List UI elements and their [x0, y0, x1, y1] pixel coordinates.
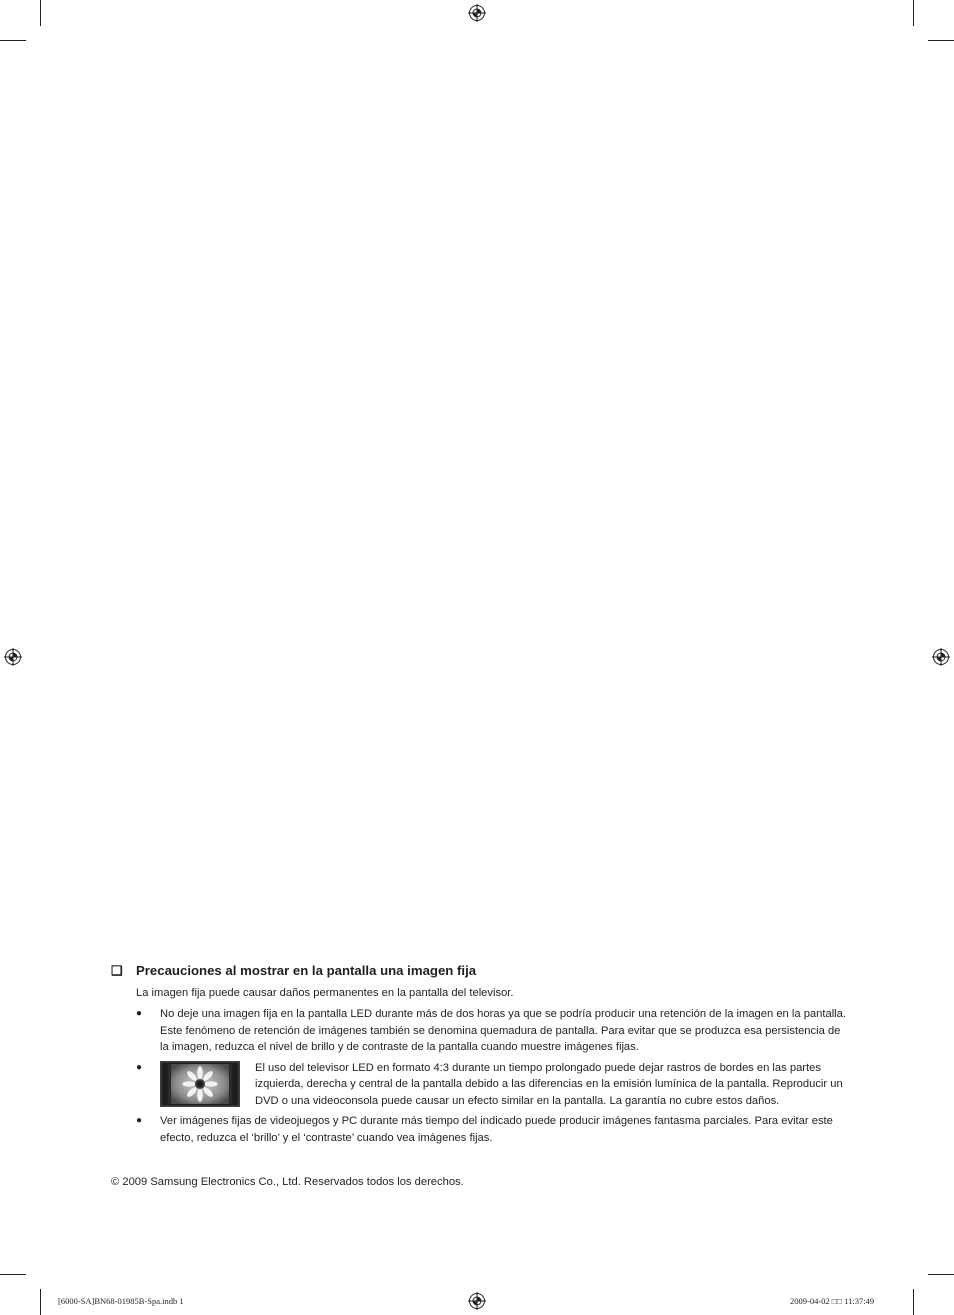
bullet-text: Ver imágenes fijas de videojuegos y PC durante más tiempo del indicado puede producir imágenes fantasma parciales. Para evitar este efecto, reduzca el ‘brillo’ y el ‘contraste’ cuando vea imágenes fijas.: [160, 1115, 833, 1144]
bullet-text: No deje una imagen fija en la pantalla LED durante más de dos horas ya que se podría producir una retención de la imagen en la pantalla. Este fenómeno de retención de imágenes también se denomina quemadura de pantalla. Para evitar que se produzca esa persistencia de la imagen, reduzca el nivel de brillo y de contraste de la pantalla cuando muestre imágenes fijas.: [160, 1008, 846, 1053]
copyright-notice: © 2009 Samsung Electronics Co., Ltd. Reservados todos los derechos.: [111, 1176, 464, 1188]
registration-target-icon: [932, 648, 950, 666]
crop-mark-top-right-v: [913, 0, 914, 26]
crop-mark-top-right-h: [928, 40, 954, 41]
still-image-precautions-section: [111, 962, 846, 1146]
section-heading-text: Precauciones al mostrar en la pantalla una imagen fija: [136, 963, 477, 978]
sunflower-tv-screen-image: [160, 1061, 240, 1107]
crop-mark-bottom-left-h: [0, 1274, 26, 1275]
crop-mark-top-left-h: [0, 40, 26, 41]
crop-mark-bottom-right-v: [913, 1289, 914, 1315]
bullet-icon: ●: [136, 1115, 143, 1126]
crop-mark-top-left-v: [40, 0, 41, 26]
section-heading: [111, 962, 846, 980]
checkbox-square-icon: ❑: [111, 963, 123, 978]
crop-mark-bottom-right-h: [928, 1274, 954, 1275]
bullet-icon: ●: [136, 1061, 143, 1073]
bullet-text: El uso del televisor LED en formato 4:3 durante un tiempo prolongado puede dejar rastros de bordes en las partes izquierda, derecha y central de la pantalla debido a las diferencias en la emisión lumínica de la pantalla. Reproducir un DVD o una videoconsola puede causar un efecto similar en la pantalla. La garantía no cubre estos daños.: [255, 1061, 843, 1107]
registration-target-icon: [4, 648, 22, 666]
section-intro: La imagen fija puede causar daños permanentes en la pantalla del televisor.: [136, 987, 514, 999]
print-slug-timestamp: 2009-04-02 □□ 11:37:49: [790, 1296, 875, 1306]
bullet-item: [136, 1060, 846, 1110]
crop-mark-bottom-left-v: [40, 1289, 41, 1315]
print-slug-filename: [6000-SA]BN68-01985B-Spa.indb 1: [58, 1296, 184, 1306]
bullet-item: [136, 1113, 846, 1146]
registration-target-icon: [468, 1292, 486, 1310]
registration-target-icon: [468, 4, 486, 22]
bullet-icon: ●: [136, 1008, 143, 1019]
bullet-item: [136, 1006, 846, 1056]
